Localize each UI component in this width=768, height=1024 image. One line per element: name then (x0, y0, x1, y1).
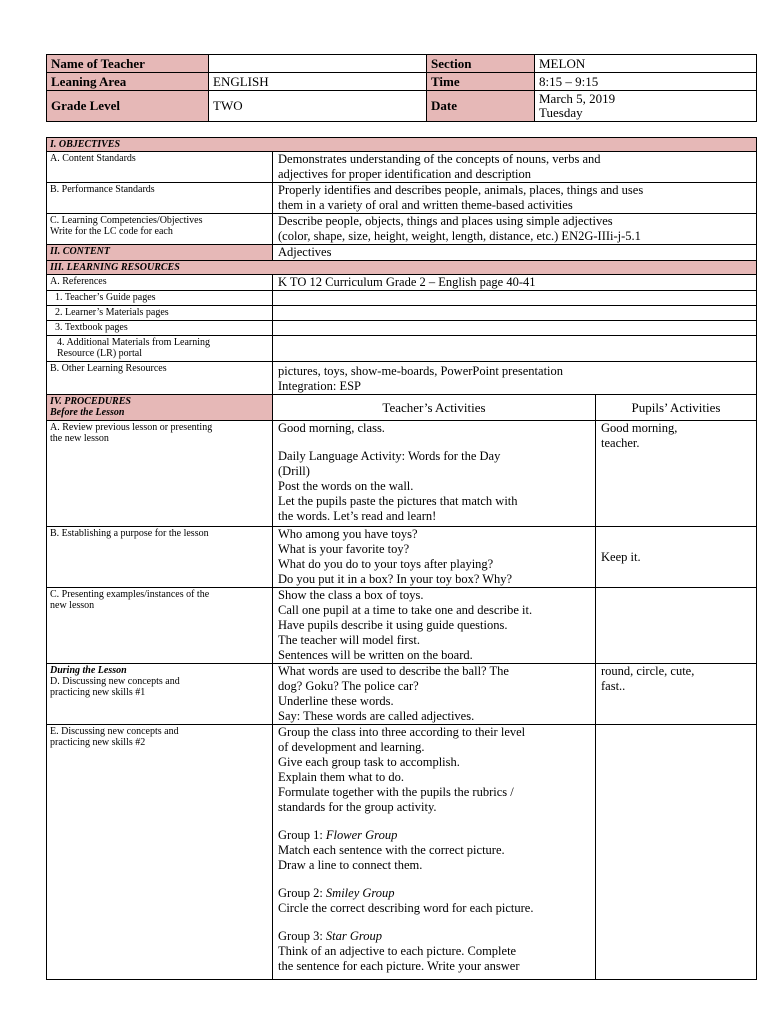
resources-heading: III. LEARNING RESOURCES (47, 261, 757, 275)
discussing-1-teacher (273, 664, 596, 725)
date-label: Date (427, 91, 535, 122)
text-line: Show the class a box of toys. (278, 588, 424, 602)
text-line: them in a variety of oral and written theme-based activities (278, 198, 573, 212)
lesson-plan-table (46, 137, 757, 980)
text-line: fast.. (601, 679, 626, 693)
text-line: What do you do to your toys after playing? (278, 557, 494, 571)
performance-standards-label: B. Performance Standards (47, 183, 273, 214)
pupil-activities-header: Pupils’ Activities (596, 395, 757, 421)
review-pupils (596, 421, 757, 527)
discussing-2-pupils (596, 725, 757, 980)
time-label: Time (427, 73, 535, 91)
procedures-title: IV. PROCEDURES (50, 396, 131, 407)
text-line: (Drill) (278, 464, 310, 478)
text-line: Draw a line to connect them. (278, 858, 423, 872)
references-label: A. References (47, 275, 273, 291)
purpose-teacher (273, 527, 596, 588)
text-line: Properly identifies and describes people, animals, places, things and uses (278, 183, 644, 197)
text-line: Have pupils describe it using guide questions. (278, 618, 508, 632)
text-line: What words are used to describe the ball? The (278, 664, 509, 678)
content-standards-label: A. Content Standards (47, 152, 273, 183)
text-line: Underline these words. (278, 694, 394, 708)
label-line: 4. Additional Materials from Learning (57, 337, 211, 348)
text-line: Demonstrates understanding of the concepts of nouns, verbs and (278, 152, 601, 166)
learners-materials-value (273, 306, 757, 321)
section-label: Section (427, 55, 535, 73)
group-1-heading (278, 828, 590, 843)
text-line: Integration: ESP (278, 379, 361, 393)
text-line: Daily Language Activity: Words for the Day (278, 449, 501, 463)
text-line: The teacher will model first. (278, 633, 420, 647)
discussing-1-label (47, 664, 273, 725)
label-line: new lesson (50, 600, 95, 611)
label-line: Write for the LC code for each (50, 226, 173, 237)
text-line: adjectives for proper identification and description (278, 167, 532, 181)
teacher-value (209, 55, 427, 73)
label-line: the new lesson (50, 433, 109, 444)
label-line: D. Discussing new concepts and (50, 676, 180, 687)
text-line: Describe people, objects, things and places using simple adjectives (278, 214, 613, 228)
content-heading: II. CONTENT (47, 245, 273, 261)
label-line: C. Presenting examples/instances of the (50, 589, 210, 600)
grade-value: TWO (209, 91, 427, 122)
group-3-heading (278, 929, 590, 944)
label-line: practicing new skills #1 (50, 687, 146, 698)
additional-materials-label (47, 336, 273, 362)
references-value: K TO 12 Curriculum Grade 2 – English page 40-41 (273, 275, 757, 291)
during-lesson-label: During the Lesson (50, 665, 127, 676)
area-label: Leaning Area (47, 73, 209, 91)
text-line: the sentence for each picture. Write your answer (278, 959, 520, 973)
label-line: A. Review previous lesson or presenting (50, 422, 213, 433)
performance-standards-value (273, 183, 757, 214)
text-line: Group the class into three according to their level (278, 725, 526, 739)
discussing-2-label (47, 725, 273, 980)
teacher-activities-header: Teacher’s Activities (273, 395, 596, 421)
group-name: Smiley Group (325, 886, 395, 900)
header-table (46, 54, 757, 122)
area-value: ENGLISH (209, 73, 427, 91)
label-line: practicing new skills #2 (50, 737, 146, 748)
text-line: Good morning, (601, 421, 678, 435)
group-name: Flower Group (325, 828, 398, 842)
textbook-label: 3. Textbook pages (47, 321, 273, 336)
purpose-pupils (596, 527, 757, 588)
text-line: Formulate together with the pupils the rubrics / (278, 785, 514, 799)
group-prefix: Group 2: (278, 886, 326, 900)
text-line: Post the words on the wall. (278, 479, 414, 493)
section-value: MELON (535, 55, 757, 73)
grade-label: Grade Level (47, 91, 209, 122)
text-line: pictures, toys, show-me-boards, PowerPoint presentation (278, 364, 564, 378)
group-2-heading (278, 886, 590, 901)
text-line: of development and learning. (278, 740, 425, 754)
text-line: Call one pupil at a time to take one and describe it. (278, 603, 533, 617)
date-line: March 5, 2019 (539, 91, 616, 106)
textbook-value (273, 321, 757, 336)
procedures-heading (47, 395, 273, 421)
teacher-label: Name of Teacher (47, 55, 209, 73)
content-standards-value (273, 152, 757, 183)
review-label (47, 421, 273, 527)
discussing-1-pupils (596, 664, 757, 725)
text-line: Think of an adjective to each picture. Complete (278, 944, 517, 958)
label-line: Resource (LR) portal (57, 348, 142, 359)
text-line: Say: These words are called adjectives. (278, 709, 475, 723)
presenting-teacher (273, 588, 596, 664)
other-resources-label: B. Other Learning Resources (47, 362, 273, 395)
competencies-label (47, 214, 273, 245)
label-line: E. Discussing new concepts and (50, 726, 179, 737)
presenting-pupils (596, 588, 757, 664)
text-line: Who among you have toys? (278, 527, 418, 541)
competencies-value (273, 214, 757, 245)
discussing-2-teacher (273, 725, 596, 980)
text-line: What is your favorite toy? (278, 542, 410, 556)
text-line: standards for the group activity. (278, 800, 437, 814)
label-line: C. Learning Competencies/Objectives (50, 215, 203, 226)
text-line: teacher. (601, 436, 640, 450)
text-line: Explain them what to do. (278, 770, 405, 784)
time-value: 8:15 – 9:15 (535, 73, 757, 91)
review-teacher (273, 421, 596, 527)
group-prefix: Group 1: (278, 828, 326, 842)
other-resources-value (273, 362, 757, 395)
learners-materials-label: 2. Learner’s Materials pages (47, 306, 273, 321)
text-line: Keep it. (601, 549, 641, 564)
text-line: Do you put it in a box? In your toy box? Why? (278, 572, 513, 586)
date-value (535, 91, 757, 122)
text-line: (color, shape, size, height, weight, length, distance, etc.) EN2G-IIIi-j-5.1 (278, 229, 641, 243)
additional-materials-value (273, 336, 757, 362)
teachers-guide-label: 1. Teacher’s Guide pages (47, 291, 273, 306)
presenting-label (47, 588, 273, 664)
group-prefix: Group 3: (278, 929, 326, 943)
text-line: Good morning, class. (278, 421, 385, 435)
before-lesson-label: Before the Lesson (50, 407, 125, 418)
objectives-heading: I. OBJECTIVES (47, 138, 757, 152)
purpose-label: B. Establishing a purpose for the lesson (47, 527, 273, 588)
text-line: the words. Let’s read and learn! (278, 509, 437, 523)
text-line: Sentences will be written on the board. (278, 648, 473, 662)
day-line: Tuesday (539, 105, 583, 120)
text-line: Let the pupils paste the pictures that match with (278, 494, 518, 508)
text-line: Match each sentence with the correct picture. (278, 843, 505, 857)
group-name: Star Group (325, 929, 383, 943)
text-line: round, circle, cute, (601, 664, 695, 678)
content-value: Adjectives (273, 245, 757, 261)
teachers-guide-value (273, 291, 757, 306)
text-line: Circle the correct describing word for each picture. (278, 901, 534, 915)
text-line: dog? Goku? The police car? (278, 679, 419, 693)
text-line: Give each group task to accomplish. (278, 755, 460, 769)
